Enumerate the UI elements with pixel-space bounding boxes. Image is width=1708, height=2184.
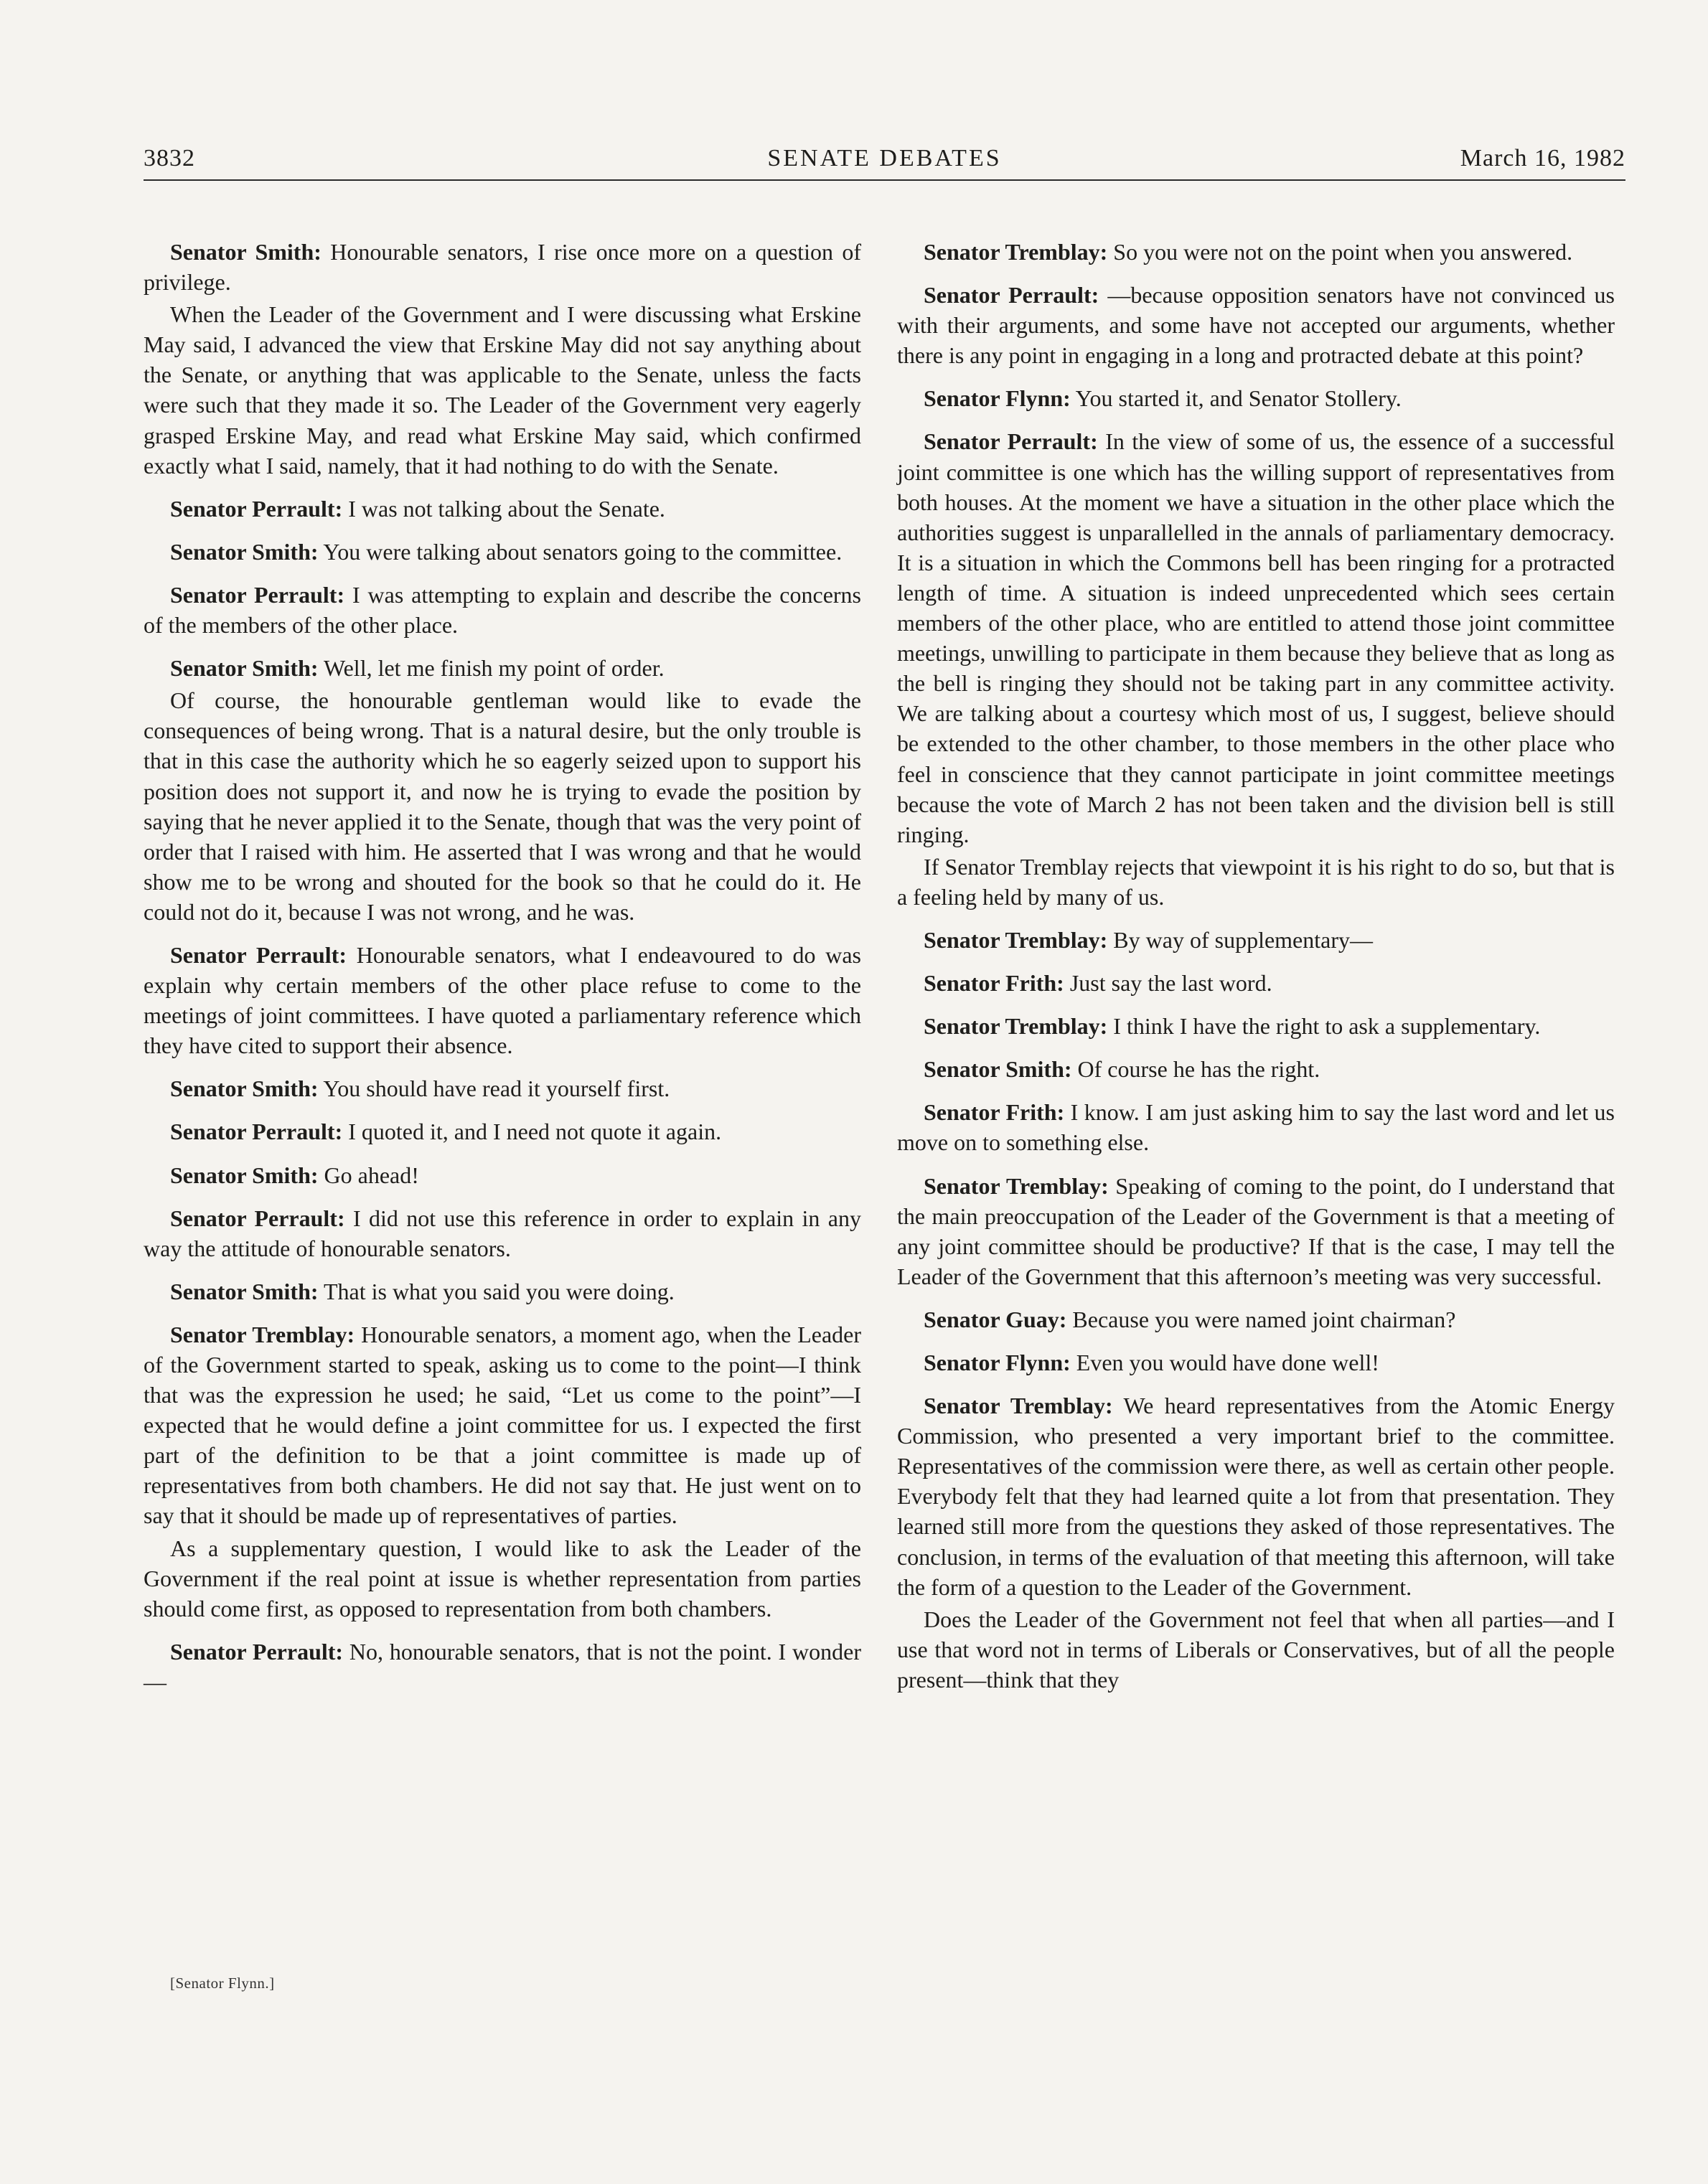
debate-paragraph xyxy=(144,1276,861,1307)
speaker-name: Senator Smith: xyxy=(924,1056,1072,1083)
debate-paragraph xyxy=(144,299,861,481)
speech-text: Honourable senators, I rise once more on a question of privilege. xyxy=(144,239,862,296)
speech-text: That is what you said you were doing. xyxy=(318,1278,675,1304)
speech-text: Well, let me finish my point of order. xyxy=(318,655,665,682)
speaker-name: Senator Flynn: xyxy=(924,385,1071,412)
debate-paragraph xyxy=(144,537,861,567)
page-number: 3832 xyxy=(144,145,195,171)
page-header xyxy=(144,141,1625,181)
speech-text: Honourable senators, what I endeavoured to do was explain why certain members of the other place refuse to come to the meetings of joint committees. I have quoted a parliamentary reference which they have cited to support their absence. xyxy=(144,941,862,1059)
debate-paragraph xyxy=(897,426,1615,849)
speech-text: I was not talking about the Senate. xyxy=(342,495,665,522)
debate-paragraph xyxy=(897,1390,1615,1602)
debate-paragraph xyxy=(144,494,861,524)
speech-text: Of course he has the right. xyxy=(1071,1056,1320,1083)
debate-paragraph xyxy=(144,1116,861,1147)
speech-text: I know. I am just asking him to say the last word and let us move on to something else. xyxy=(897,1099,1615,1156)
speaker-name: Senator Perrault: xyxy=(170,1205,345,1231)
debate-paragraph xyxy=(897,1604,1615,1695)
speaker-name: Senator Tremblay: xyxy=(924,239,1108,265)
debate-paragraph xyxy=(897,1011,1615,1041)
debate-paragraph xyxy=(897,1347,1615,1378)
speech-text: Even you would have done well! xyxy=(1070,1350,1379,1375)
speech-text: Just say the last word. xyxy=(1064,970,1272,997)
debate-paragraph xyxy=(897,1097,1615,1157)
speaker-name: Senator Smith: xyxy=(170,655,319,682)
debate-paragraph xyxy=(144,940,861,1060)
speech-text: When the Leader of the Government and I were discussing what Erskine May said, I advanced the view that Erskine May did not say anything about the Senate, or anything that was applicable to the Senate, unless the facts were such that they made it so. The Leader of the Government very eagerly grasped Erskine May, and read what Erskine May said, which confirmed exactly what I said, namely, that it had nothing to do with the Senate. xyxy=(144,301,861,479)
speech-text: Because you were named joint chairman? xyxy=(1066,1306,1456,1332)
debate-paragraph xyxy=(144,580,861,640)
running-footnote: [Senator Flynn.] xyxy=(170,1974,275,1992)
speech-text: By way of supplementary— xyxy=(1107,926,1373,953)
speech-text: I think I have the right to ask a supplementary. xyxy=(1107,1013,1541,1040)
debate-paragraph xyxy=(144,1160,861,1190)
speech-text: I did not use this reference in order to explain in any way the attitude of honourable senators. xyxy=(144,1205,861,1261)
debate-paragraph xyxy=(144,1203,861,1263)
speech-text: You should have read it yourself first. xyxy=(318,1075,670,1102)
debate-paragraph xyxy=(897,968,1615,998)
publication-title: SENATE DEBATES xyxy=(767,145,1002,171)
debate-paragraph xyxy=(144,237,861,297)
speaker-name: Senator Smith: xyxy=(170,239,322,265)
speaker-name: Senator Frith: xyxy=(924,970,1064,997)
speaker-name: Senator Perrault: xyxy=(170,941,347,968)
debate-paragraph xyxy=(144,653,861,683)
debate-paragraph xyxy=(144,1319,861,1531)
debate-paragraph xyxy=(144,1533,861,1624)
speaker-name: Senator Perrault: xyxy=(170,1119,343,1145)
speech-text: No, honourable senators, that is not the point. I wonder— xyxy=(144,1638,862,1695)
speech-text: You started it, and Senator Stollery. xyxy=(1070,385,1402,412)
speech-text: So you were not on the point when you answered. xyxy=(1107,239,1573,265)
debate-paragraph xyxy=(897,280,1615,370)
debate-paragraph xyxy=(897,852,1615,912)
speaker-name: Senator Guay: xyxy=(924,1306,1067,1332)
speech-text: Speaking of coming to the point, do I understand that the main preoccupation of the Leader of the Government is that a meeting of any joint committee should be productive? If that is the case, I may tell the Leader of the Government that this afternoon’s meeting was very successful. xyxy=(897,1172,1615,1289)
debate-paragraph xyxy=(897,237,1615,267)
debate-paragraph xyxy=(897,925,1615,955)
left-column xyxy=(144,237,861,1710)
right-column xyxy=(897,237,1615,1708)
debate-paragraph xyxy=(144,1637,861,1697)
speech-text: Does the Leader of the Government not feel that when all parties—and I use that word not in terms of Liberals or Conservatives, but of all the people present—think that they xyxy=(897,1606,1615,1693)
speaker-name: Senator Perrault: xyxy=(170,1638,344,1665)
speech-text: In the view of some of us, the essence of a successful joint committee is one which has the willing support of representatives from both houses. At the moment we have a situation in the other place which the authorities suggest is unparallelled in the annals of parliamentary democracy. It is a situation in which the Commons bell has been ringing for a protracted length of time. A situation is indeed unprecedented which sees certain members of the other place, who are entitled to attend those joint committee meetings, unwilling to participate in them because they believe that as long as the bell is ringing they should not be taking part in any committee activity. We are talking about a courtesy which most of us, I suggest, believe should be extended to the other chamber, to those members in the other place who feel in conscience that they cannot participate in joint committee meetings because the vote of March 2 has not been taken and the division bell is still ringing. xyxy=(897,428,1615,847)
speech-text: Go ahead! xyxy=(318,1162,419,1188)
debate-paragraph xyxy=(897,383,1615,413)
speech-text: Of course, the honourable gentleman would like to evade the consequences of being wrong. That is a natural desire, but the only trouble is that in this case the authority which he so eagerly seized upon to support his position does not support it, and now he is trying to evade the position by saying that he never applied it to the Senate, though that was the very point of order that I raised with him. He asserted that I was wrong and that he would show me to be wrong and shouted for the book so that he could do it. He could not do it, because I was not wrong, and he was. xyxy=(144,687,861,925)
speaker-name: Senator Smith: xyxy=(170,1162,319,1188)
speaker-name: Senator Tremblay: xyxy=(924,1393,1113,1419)
speech-text: As a supplementary question, I would like to ask the Leader of the Government if the real point at issue is whether representation from parties should come first, as opposed to representation from both chambers. xyxy=(144,1535,861,1621)
speaker-name: Senator Tremblay: xyxy=(924,926,1108,953)
speaker-name: Senator Perrault: xyxy=(924,428,1098,455)
debate-paragraph xyxy=(897,1171,1615,1291)
speaker-name: Senator Flynn: xyxy=(924,1350,1071,1375)
speech-text: —because opposition senators have not convinced us with their arguments, and some have not accepted our arguments, whether there is any point in engaging in a long and protracted debate at this point? xyxy=(897,282,1615,369)
speaker-name: Senator Tremblay: xyxy=(924,1013,1108,1040)
debate-paragraph xyxy=(144,1073,861,1103)
speech-text: We heard representatives from the Atomic Energy Commission, who presented a very important brief to the committee. Representatives of the commission were there, as well as certain other people. Everybody felt that they had learned quite a lot from that presentation. They learned still more from the questions they asked of those representatives. The conclusion, in terms of the evaluation of that meeting this afternoon, will take the form of a question to the Leader of the Government. xyxy=(897,1393,1615,1600)
speaker-name: Senator Perrault: xyxy=(924,282,1099,309)
speech-text: Honourable senators, a moment ago, when the Leader of the Government started to speak, asking us to come to the point—I think that was the expression he used; he said, “Let us come to the point”—I expected that he would define a joint committee for us. I expected the first part of the definition to be that a joint committee is made up of representatives from both chambers. He did not say that. He just went on to say that it should be made up of representatives of parties. xyxy=(144,1321,862,1529)
debate-paragraph xyxy=(897,1304,1615,1335)
speaker-name: Senator Perrault: xyxy=(170,581,345,608)
debate-paragraph xyxy=(144,685,861,927)
speech-text: I was attempting to explain and describe the concerns of the members of the other place. xyxy=(144,581,862,639)
speech-text: If Senator Tremblay rejects that viewpoint it is his right to do so, but that is a feeling held by many of us. xyxy=(897,853,1615,910)
speech-text: You were talking about senators going to the committee. xyxy=(318,538,843,565)
speaker-name: Senator Perrault: xyxy=(170,495,343,522)
debate-paragraph xyxy=(897,1054,1615,1084)
speaker-name: Senator Frith: xyxy=(924,1099,1065,1126)
speech-text: I quoted it, and I need not quote it again. xyxy=(342,1119,722,1145)
speaker-name: Senator Smith: xyxy=(170,1278,319,1304)
speaker-name: Senator Smith: xyxy=(170,538,319,565)
speaker-name: Senator Smith: xyxy=(170,1075,319,1102)
issue-date: March 16, 1982 xyxy=(1460,145,1625,171)
speaker-name: Senator Tremblay: xyxy=(924,1172,1109,1199)
speaker-name: Senator Tremblay: xyxy=(170,1321,355,1347)
